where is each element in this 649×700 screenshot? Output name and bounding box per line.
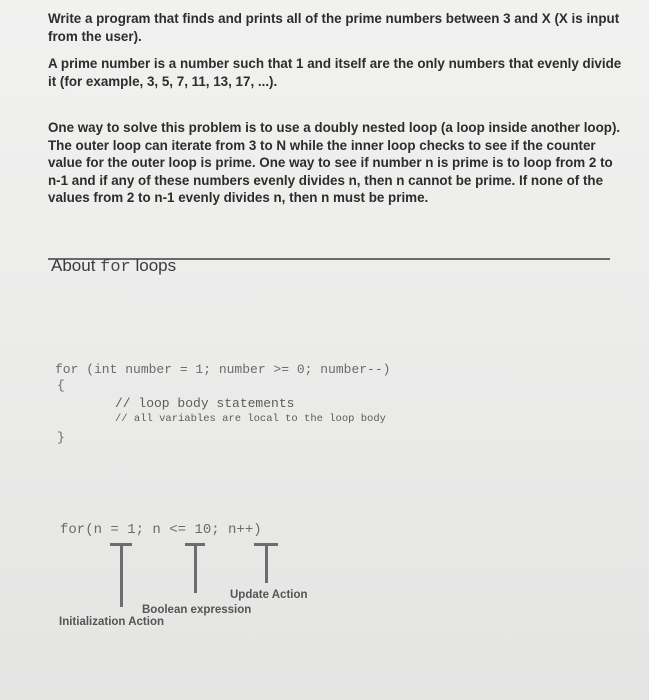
assignment-paragraph-3: One way to solve this problem is to use a doubly nested loop (a loop inside another loop). The outer loop can iterate from 3 to N while the inner loop checks to see if the counter value for the outer loop is prime. One way to see if number n is prime is to loop from 2 to n-1 and if any of these numbers evenly divides n, then n cannot be prime. If none of the values from 2 to n-1 evenly divides n, then n must be prime. <box>48 120 621 205</box>
boolean-pointer <box>185 543 205 593</box>
section-heading-suffix: loops <box>130 256 177 275</box>
init-pointer <box>110 543 132 607</box>
code-line-open-brace: { <box>57 378 65 393</box>
section-heading-keyword: for <box>100 258 131 277</box>
section-heading-prefix: About <box>51 256 101 275</box>
assignment-paragraph-1: Write a program that finds and prints all of the prime numbers between 3 and X (X is input from the user). <box>48 11 620 44</box>
code-line-for-header: for (int number = 1; number >= 0; number--) <box>55 362 391 377</box>
update-pointer <box>254 543 278 583</box>
update-action-label: Update Action <box>230 589 308 601</box>
code-line-comment-1: // loop body statements <box>115 396 295 411</box>
code-line-comment-2: // all variables are local to the loop body <box>115 413 386 425</box>
initialization-action-label: Initialization Action <box>59 616 164 628</box>
boolean-expression-label: Boolean expression <box>142 604 252 616</box>
code-line-close-brace: } <box>57 430 65 445</box>
section-heading <box>51 256 176 277</box>
assignment-paragraph-2: A prime number is a number such that 1 and itself are the only numbers that evenly divide it (for example, 3, 5, 7, 11, 13, 17, ...). <box>48 56 622 89</box>
diagram-code-line: for(n = 1; n <= 10; n++) <box>60 522 262 538</box>
